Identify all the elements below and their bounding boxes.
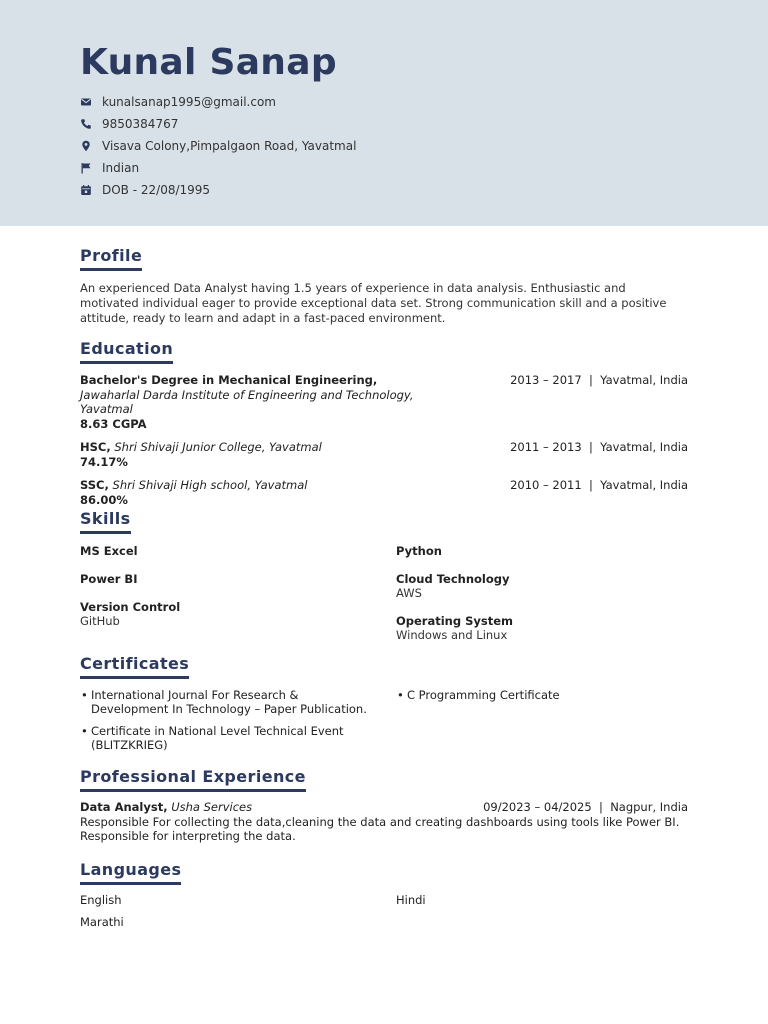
experience-role: Data Analyst, <box>80 800 168 814</box>
education-location: Yavatmal, India <box>600 440 688 454</box>
skill-name: Operating System <box>396 614 514 628</box>
education-degree: HSC, <box>80 440 111 454</box>
certificate-item: • Certificate in National Level Technical Event (BLITZKRIEG) <box>80 724 370 752</box>
envelope-icon <box>80 96 92 108</box>
languages-section <box>80 860 688 933</box>
education-entry <box>80 373 688 431</box>
skill-name: Version Control <box>80 600 181 614</box>
skills-section <box>80 509 688 642</box>
education-dates: 2010 – 2011 <box>510 478 582 492</box>
education-entry <box>80 440 688 469</box>
experience-company: Usha Services <box>171 800 253 814</box>
education-section <box>80 339 688 507</box>
flag-icon <box>80 162 92 174</box>
education-meta: 2010 – 2011 | Yavatmal, India <box>510 478 688 492</box>
experience-description-line: Responsible For collecting the data,cleaning the data and creating dashboards using tools like Power BI. <box>80 814 680 829</box>
skill-item <box>80 572 396 600</box>
education-location: Yavatmal, India <box>600 373 688 387</box>
contact-list <box>80 91 356 201</box>
education-dates: 2011 – 2013 <box>510 440 582 454</box>
contact-dob <box>80 179 356 201</box>
contact-nationality <box>80 157 356 179</box>
experience-location: Nagpur, India <box>610 800 688 814</box>
certificate-item: • International Journal For Research & Development In Technology – Paper Publication. <box>80 688 370 716</box>
contact-phone-text: 9850384767 <box>102 117 179 131</box>
education-heading: Education <box>80 339 173 364</box>
language-item: English <box>80 893 122 907</box>
education-location: Yavatmal, India <box>600 478 688 492</box>
skill-name: Power BI <box>80 572 138 586</box>
calendar-icon <box>80 184 92 196</box>
education-degree: Bachelor's Degree in Mechanical Engineering, <box>80 373 378 387</box>
skill-detail: AWS <box>396 586 422 600</box>
skills-heading: Skills <box>80 509 131 534</box>
experience-dates: 09/2023 – 04/2025 <box>483 800 592 814</box>
education-school: Shri Shivaji Junior College, Yavatmal <box>114 440 322 454</box>
skill-item <box>396 572 688 600</box>
certificates-section <box>80 654 688 752</box>
contact-address <box>80 135 356 157</box>
education-score: 74.17% <box>80 454 128 469</box>
education-score: 8.63 CGPA <box>80 416 147 431</box>
candidate-name: Kunal Sanap <box>80 42 337 83</box>
contact-nationality-text: Indian <box>102 161 140 175</box>
languages-grid <box>80 889 688 933</box>
contact-email <box>80 91 356 113</box>
skill-item <box>396 614 688 642</box>
certificates-heading: Certificates <box>80 654 189 679</box>
certificate-item: • C Programming Certificate <box>396 688 688 702</box>
skill-detail: Windows and Linux <box>396 628 508 642</box>
education-school: Shri Shivaji High school, Yavatmal <box>112 478 308 492</box>
experience-section <box>80 767 688 844</box>
skill-item <box>80 600 396 642</box>
contact-dob-text: DOB - 22/08/1995 <box>102 183 211 197</box>
contact-address-text: Visava Colony,Pimpalgaon Road, Yavatmal <box>102 139 357 153</box>
education-meta: 2013 – 2017 | Yavatmal, India <box>510 373 688 387</box>
education-school: Jawaharlal Darda Institute of Engineering and Technology, Yavatmal <box>80 387 414 416</box>
skill-name: Python <box>396 544 442 558</box>
languages-heading: Languages <box>80 860 181 885</box>
education-score: 86.00% <box>80 492 128 507</box>
skill-item <box>80 544 396 558</box>
language-item: Marathi <box>80 915 124 929</box>
profile-summary: An experienced Data Analyst having 1.5 years of experience in data analysis. Enthusiastic and motivated individual eager to provide exceptional data set. Strong communication skill and a positive attitude, ready to learn and adapt in a fast-paced environment. <box>80 281 667 325</box>
contact-email-text: kunalsanap1995@gmail.com <box>102 95 276 109</box>
resume-header <box>0 0 768 226</box>
profile-heading: Profile <box>80 246 142 271</box>
experience-description-line: Responsible for interpreting the data. <box>80 829 296 843</box>
language-item: Hindi <box>396 893 426 907</box>
skill-detail: GitHub <box>80 614 120 628</box>
education-degree: SSC, <box>80 478 109 492</box>
phone-icon <box>80 118 92 130</box>
certificates-grid <box>80 688 688 752</box>
contact-phone <box>80 113 356 135</box>
education-entry <box>80 478 688 507</box>
experience-heading: Professional Experience <box>80 767 306 792</box>
experience-entry <box>80 800 688 844</box>
skills-grid <box>80 544 688 642</box>
education-dates: 2013 – 2017 <box>510 373 582 387</box>
location-pin-icon <box>80 140 92 152</box>
skill-item <box>396 544 688 558</box>
education-meta: 2011 – 2013 | Yavatmal, India <box>510 440 688 454</box>
skill-name: Cloud Technology <box>396 572 510 586</box>
skill-name: MS Excel <box>80 544 138 558</box>
experience-meta: 09/2023 – 04/2025 | Nagpur, India <box>483 800 688 814</box>
profile-section <box>80 246 688 326</box>
